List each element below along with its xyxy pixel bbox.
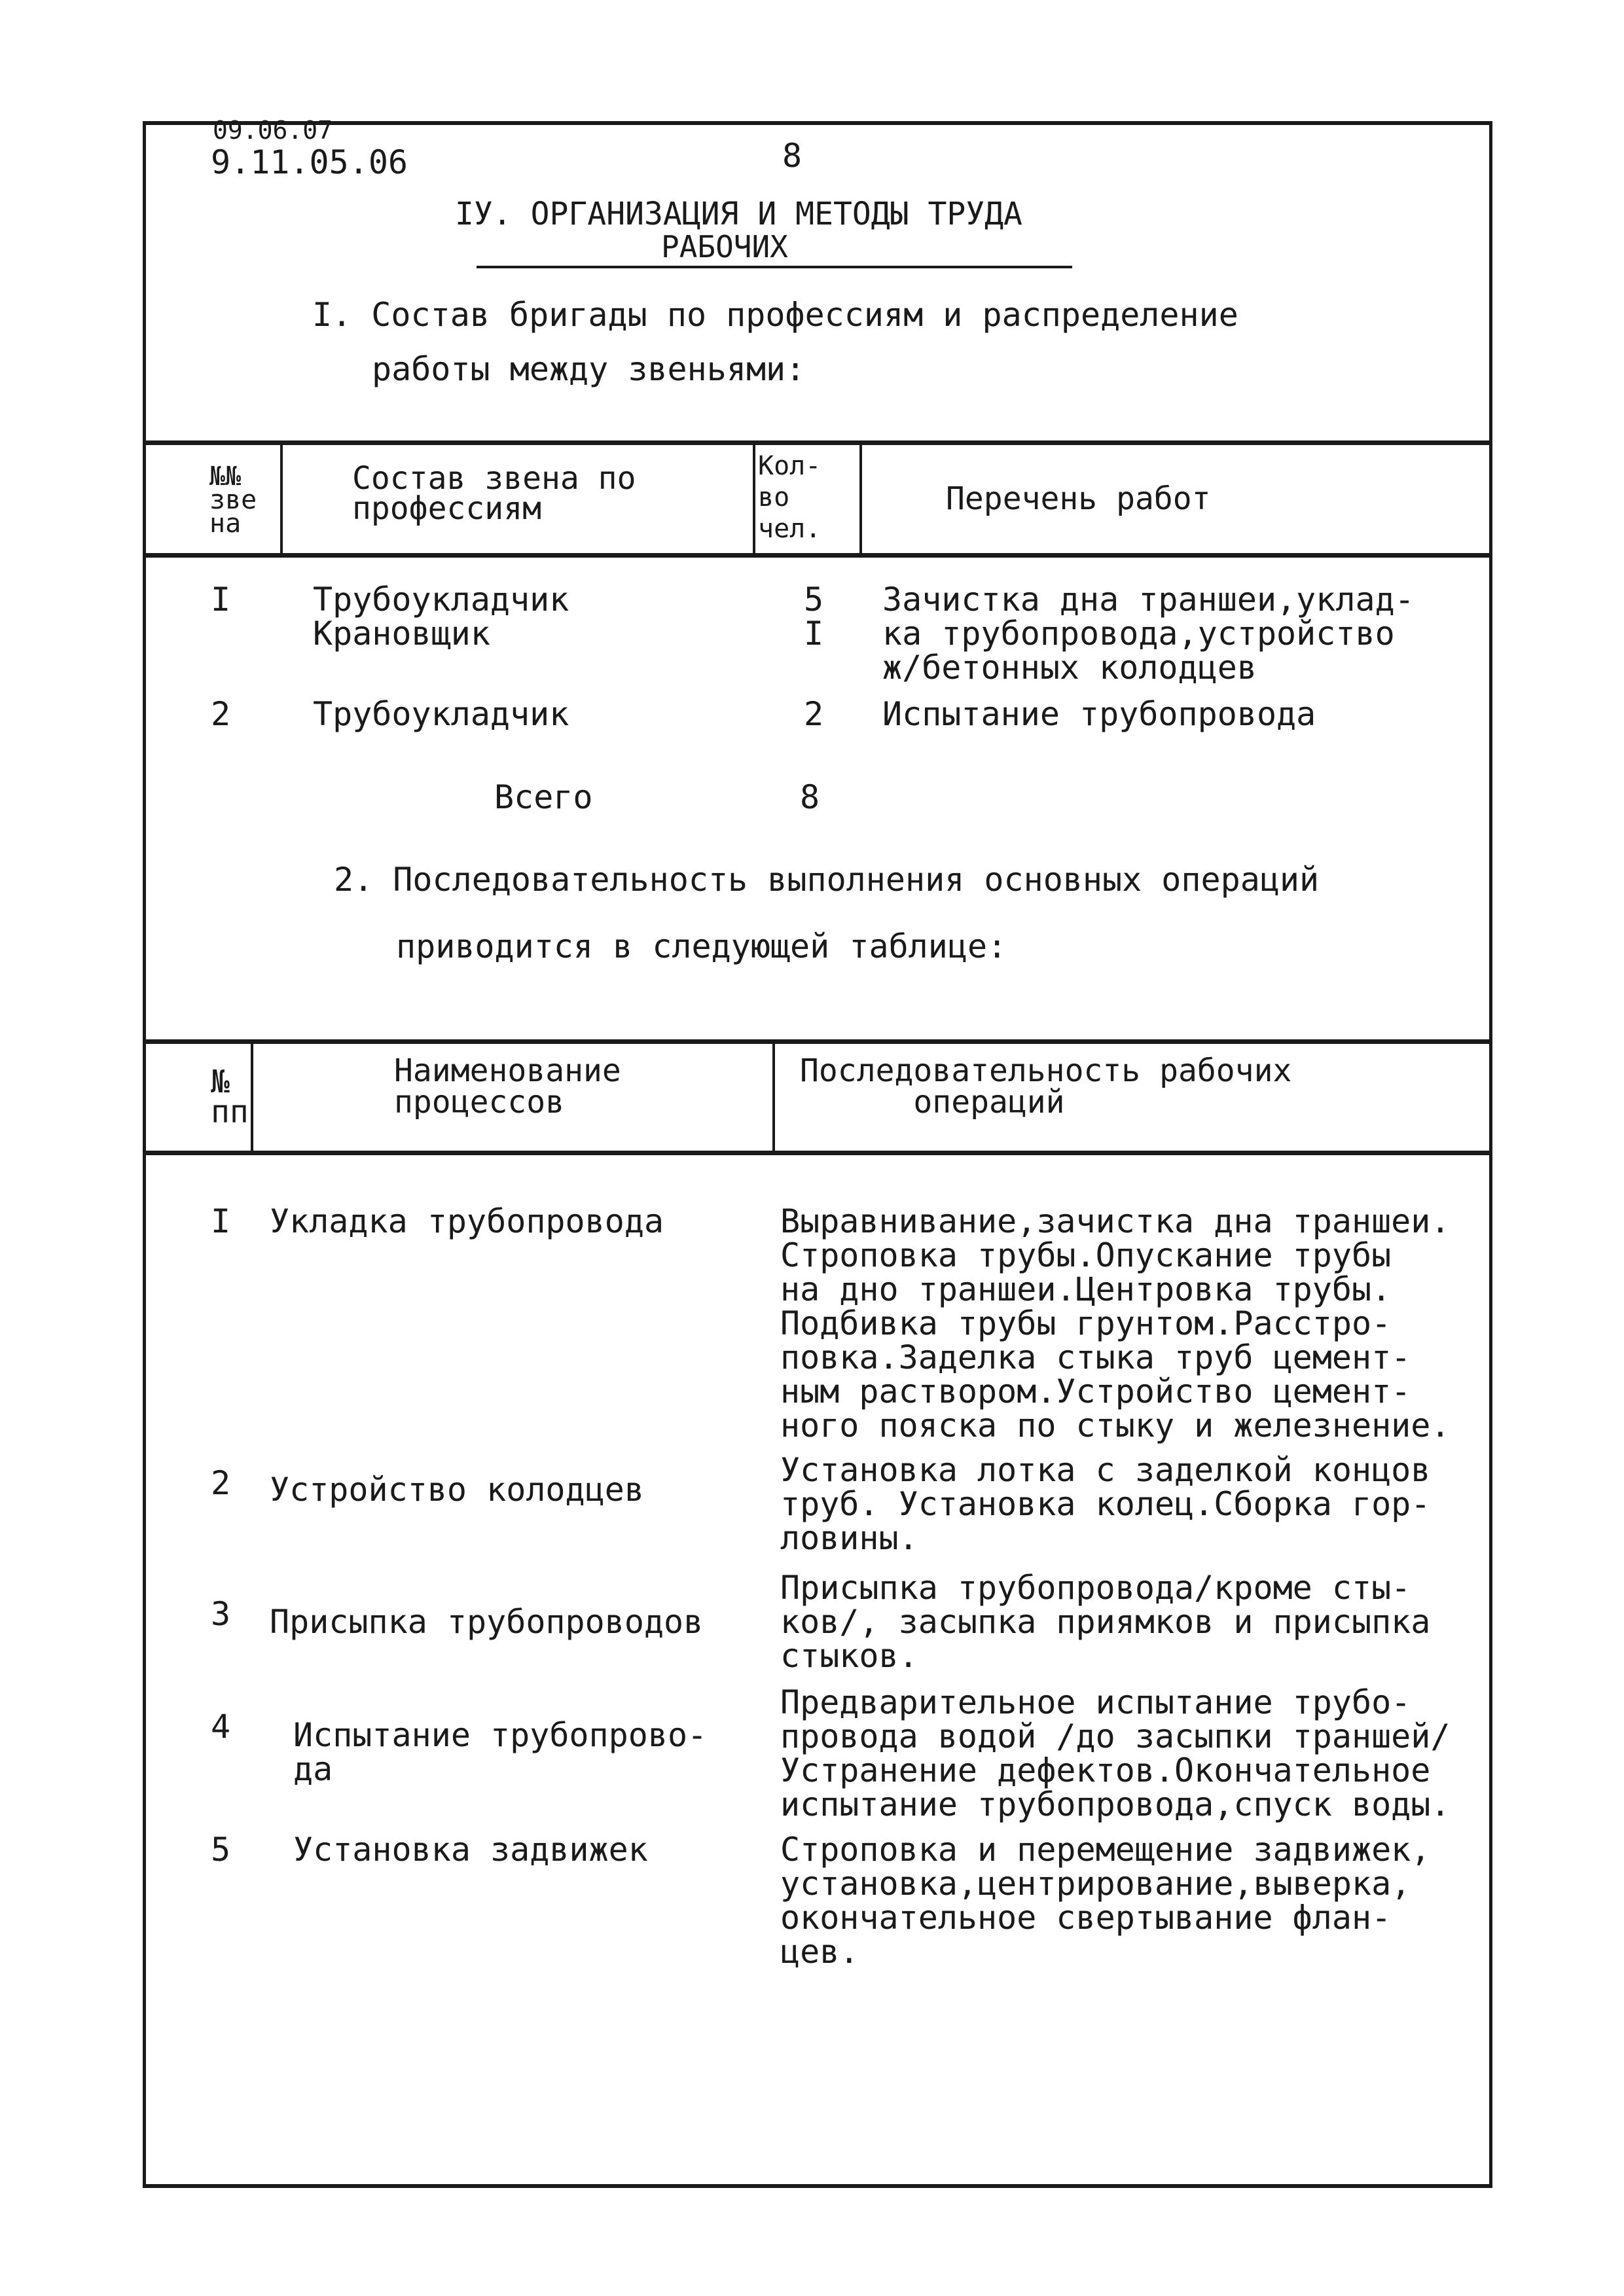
table1-row-works: Зачистка дна траншеи,уклад- ка трубопровода,устройство ж/бетонных колодцев (882, 581, 1415, 687)
table2-row-process: Установка задвижек (293, 1831, 648, 1869)
table1-top-border (143, 440, 1492, 445)
table2-header-border (143, 1151, 1492, 1155)
table2-row-sequence: Установка лотка с заделкой концов труб. Установка колец.Сборка гор- ловины. (780, 1451, 1431, 1557)
table1-col-divider-1 (280, 445, 283, 555)
table2-header-process: Наименование процессов (394, 1052, 621, 1121)
para1-line2: работы между звеньями: (372, 350, 806, 388)
table1-row-works: Испытание трубопровода (882, 695, 1316, 733)
title-underline (477, 266, 1072, 268)
table1-total-value: 8 (800, 778, 820, 816)
table2-row-num: 3 (211, 1595, 231, 1633)
table2-row-num: 4 (211, 1708, 231, 1746)
table1-row-count: 5 I (804, 581, 824, 653)
table1-col-divider-2 (753, 445, 755, 555)
section-title: IУ. ОРГАНИЗАЦИЯ И МЕТОДЫ ТРУДА (455, 196, 1022, 232)
para1-line1: I. Состав бригады по профессиям и распределение (312, 296, 1238, 334)
table2-col-divider-1 (251, 1044, 253, 1154)
table1-total-label: Всего (494, 778, 593, 816)
table1-row-composition: Трубоукладчик Крановщик (313, 581, 569, 653)
table2-row-process: Присыпка трубопроводов (270, 1603, 704, 1641)
table1-header-composition: Состав звена по профессиям (352, 460, 636, 527)
doc-code: 9.11.05.06 (211, 143, 408, 181)
table2-row-process: Укладка трубопровода (270, 1202, 664, 1240)
table2-col-divider-2 (772, 1044, 775, 1154)
table2-top-border (143, 1039, 1492, 1044)
para2-line2: приводится в следующей таблице: (396, 927, 1007, 965)
table2-header-num: № пп (211, 1064, 249, 1130)
table2-row-sequence: Выравнивание,зачистка дна траншеи. Строповка трубы.Опускание трубы на дно траншеи.Центровка трубы. Подбивка трубы грунтом.Расстро- повка.Заделка стыка труб цемент- ным раствором.Устройство цемент- ного пояска по стыку и железнение. (780, 1202, 1451, 1444)
table1-header-num: №№ зве на (209, 461, 257, 539)
table2-row-num: I (211, 1202, 231, 1240)
table2-row-process: Устройство колодцев (270, 1471, 644, 1509)
table2-row-process: Испытание трубопрово- да (293, 1716, 708, 1788)
table2-header-sequence: Последовательность рабочих операций (800, 1052, 1292, 1121)
section-subtitle: РАБОЧИХ (661, 229, 788, 264)
table1-row-composition: Трубоукладчик (313, 695, 569, 733)
table2-row-sequence: Присыпка трубопровода/кроме сты- ков/, засыпка приямков и присыпка стыков. (780, 1569, 1431, 1675)
page-number: 8 (782, 137, 803, 175)
table1-col-divider-3 (859, 445, 862, 555)
table1-row-count: 2 (804, 695, 824, 733)
table2-row-num: 5 (211, 1831, 231, 1869)
table1-header-border (143, 553, 1492, 558)
para2-line1: 2. Последовательность выполнения основных операций (334, 861, 1320, 899)
table2-row-num: 2 (211, 1464, 231, 1502)
table1-header-works: Перечень работ (946, 480, 1211, 517)
doc-code-top: 09.06.07 (213, 116, 333, 145)
table1-header-count: Кол- во чел. (758, 451, 821, 544)
table2-row-sequence: Предварительное испытание трубо- провода водой /до засыпки траншей/ Устранение дефектов.Окончательное испытание трубопровода,спуск воды. (780, 1683, 1451, 1823)
table1-row-num: 2 (211, 695, 231, 733)
table1-row-num: I (211, 581, 231, 619)
table2-row-sequence: Строповка и перемещение задвижек, установка,центрирование,выверка, окончательное свертывание флан- цев. (780, 1831, 1431, 1971)
